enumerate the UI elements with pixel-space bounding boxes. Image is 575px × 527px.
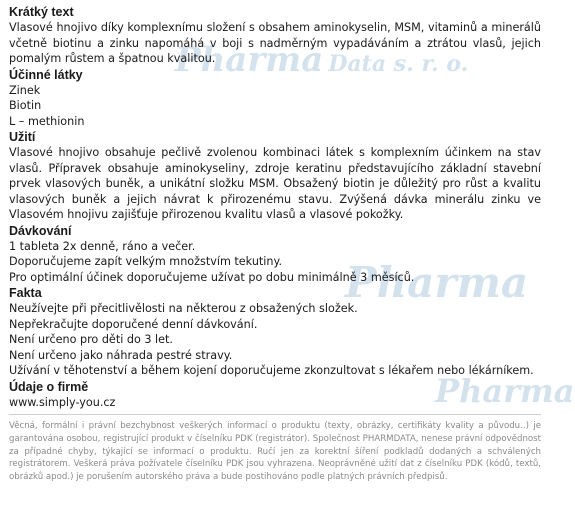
- section-title-facts: Fakta: [9, 286, 42, 300]
- dosage-line: Pro optimální účinek doporučujeme užívat po dobu minimálně 3 měsíců.: [9, 270, 415, 284]
- watermark-top: Pharma Data s. r. o.: [175, 40, 469, 80]
- watermark-bottom: Pharma: [435, 372, 575, 410]
- product-info-document: [9, 4, 541, 484]
- section-title-usage: Užití: [9, 130, 36, 144]
- watermark-middle: Pharma: [345, 258, 529, 307]
- section-title-company-info: Údaje o firmě: [9, 379, 89, 394]
- section-title-active-ingredients: Účinné látky: [9, 67, 83, 82]
- fact-line: Nepřekračujte doporučené denní dávkování.: [9, 317, 258, 331]
- company-website-link[interactable]: www.simply-you.cz: [9, 395, 116, 409]
- ingredient-item: L – methionin: [9, 114, 85, 128]
- short-text-paragraph: Vlasové hnojivo díky komplexnímu složení s obsahem aminokyselin, MSM, vitaminů a minerálů včetně biotinu a zinku napomáhá v boji s nadměrným vypadáváním a ztrátou vlasů, jejich pomalým růstem a špatnou kvalitou.: [9, 21, 541, 65]
- fact-line: Není určeno jako náhrada pestré stravy.: [9, 348, 233, 362]
- dosage-line: Doporučujeme zapít velkým množstvím tekutiny.: [9, 255, 283, 268]
- divider: [9, 414, 541, 415]
- dosage-line: 1 tableta 2x denně, ráno a večer.: [9, 239, 196, 253]
- fact-line: Neužívejte při přecitlivělosti na některou z obsažených složek.: [9, 302, 358, 315]
- fact-line: Není určeno pro děti do 3 let.: [9, 333, 173, 346]
- ingredient-item: Biotin: [9, 99, 42, 112]
- fact-paragraph: Užívání v těhotenství a během kojení doporučujeme zkonzultovat s lékařem nebo lékárníkem.: [9, 364, 534, 377]
- legal-disclaimer: Věcná, formální i právní bezchybnost veškerých informací o produktu (texty, obrázky, certifikáty kvality a původu..) je garantována osobou, registrující produkt v číselníku PDK (registrátor). Společnost PHARMDATA, nenese právní odpovědnost za případné chyby, týkající se informací o produktu. Ručí jen za korektní šíření podkladů dodaných a schválených registrátorem. Veškerá práva požívatele číselníku PDK jsou vyhrazena. Neoprávněné užití dat z číselníku PDK (kódů, textů, obrázků apod.) je porušením autorského práva a bude postihováno podle platných právních předpisů.: [9, 421, 541, 483]
- ingredient-item: Zinek: [9, 83, 41, 97]
- section-title-short-text: Krátký text: [9, 5, 74, 19]
- usage-paragraph: Vlasové hnojivo obsahuje pečlivě zvolenou kombinaci látek s komplexním účinkem na stav vlasů. Přípravek obsahuje aminokyseliny, zdroje keratinu představujícího základní stavební prvek vlasových buněk, a unikátní složku MSM. Obsažený biotin je důležitý pro růst a kvalitu vlasových buněk a jejich návrat k přirozenému stavu. Zvýšená dávka minerálu zinku ve Vlasovém hnojivu zajišťuje přirozenou kvalitu vlasů a vlasové pokožky.: [9, 146, 541, 221]
- section-title-dosage: Dávkování: [9, 223, 72, 238]
